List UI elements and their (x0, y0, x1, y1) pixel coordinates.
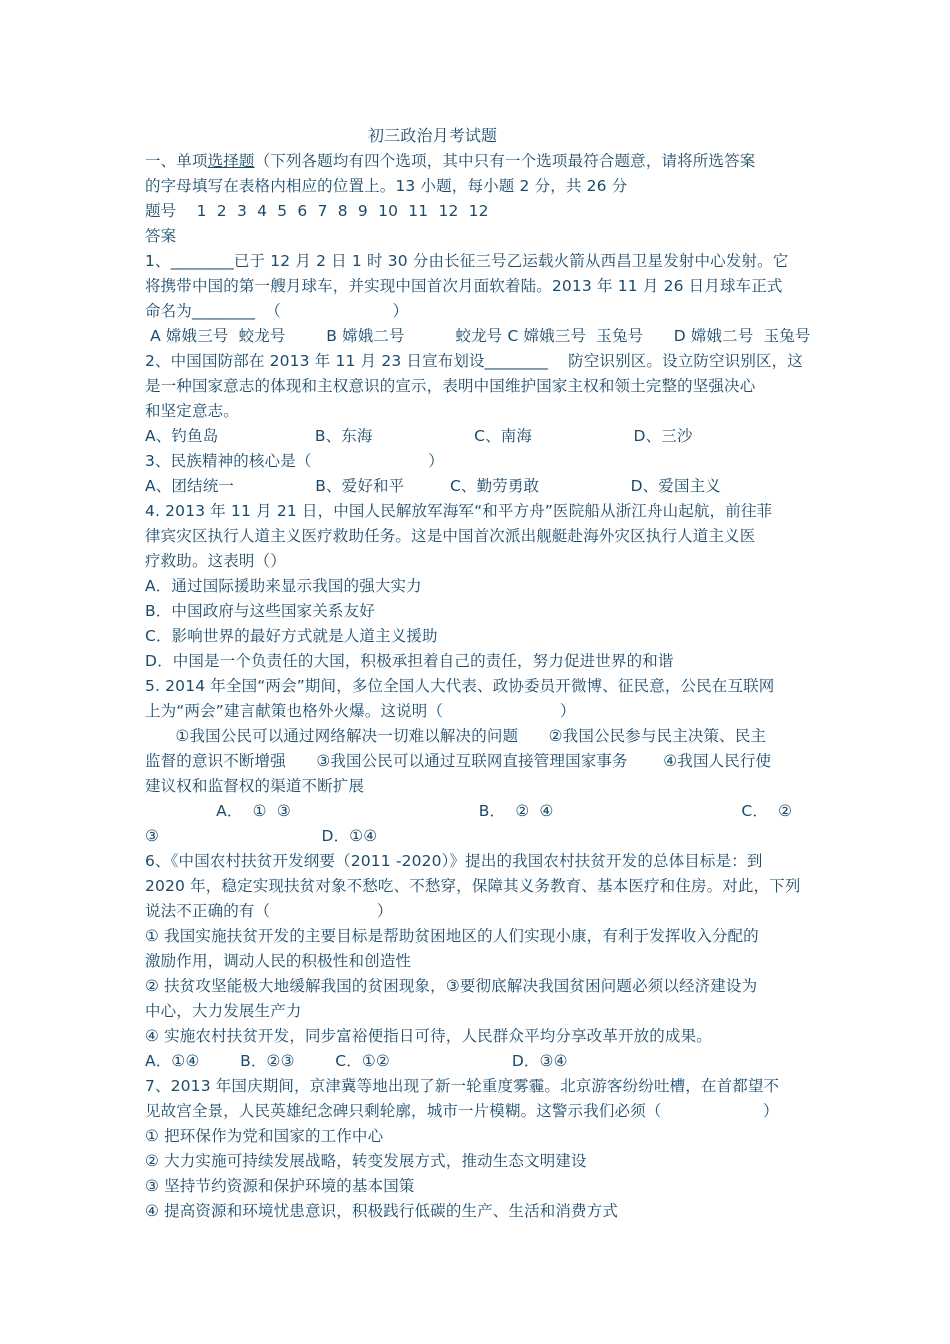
question-3-line1: 3、民族精神的核心是（ ） (145, 452, 444, 470)
question-6-line3: 说法不正确的有（ ） (145, 902, 393, 920)
question-1-line2: 将携带中国的第一艘月球车，并实现中国首次月面软着陆。2013 年 11 月 26 日月球车正式 (145, 277, 783, 295)
question-7-item-3: ③ 坚持节约资源和保护环境的基本国策 (145, 1177, 415, 1195)
page-title: 初三政治月考试题 (368, 126, 498, 145)
question-7-item-1: ① 把环保作为党和国家的工作中心 (145, 1127, 384, 1145)
section-heading (145, 151, 755, 171)
question-5-line1: 5. 2014 年全国“两会”期间，多位全国人大代表、政协委员开微博、征民意，公民在互联网 (145, 677, 775, 695)
question-1-line3: 命名为________ （ ） (145, 302, 409, 320)
question-5-line3: ①我国公民可以通过网络解决一切难以解决的问题 ②我国公民参与民主决策、民主 (145, 727, 767, 745)
question-4-option-b: B．中国政府与这些国家关系友好 (145, 602, 375, 620)
question-5-line4: 监督的意识不断增强 ③我国公民可以通过互联网直接管理国家事务 ④我国人民行使 (145, 752, 772, 770)
question-3-options: A、团结统一 B、爱好和平 C、勤劳勇敢 D、爱国主义 (145, 477, 721, 495)
question-6-line1: 6、《中国农村扶贫开发纲要（2011 -2020）》提出的我国农村扶贫开发的总体目标是：到 (145, 852, 763, 870)
question-2-options: A、钓鱼岛 B、东海 C、南海 D、三沙 (145, 427, 693, 445)
section-prefix: 一、单项 (145, 152, 208, 170)
question-2-line3: 和坚定意志。 (145, 402, 239, 420)
question-5-line2: 上为“两会”建言献策也格外火爆。这说明（ ） (145, 702, 576, 720)
question-4-option-c: C．影响世界的最好方式就是人道主义援助 (145, 627, 438, 645)
question-1-options: A 嫦娥三号 蛟龙号 B 嫦娥二号 蛟龙号 C 嫦娥三号 玉兔号 D 嫦娥二号 玉兔号 (145, 327, 811, 345)
answer-table-header: 题号 1 2 3 4 5 6 7 8 9 10 11 12 12 (145, 202, 489, 220)
question-1-line1: 1、________已于 12 月 2 日 1 时 30 分由长征三号乙运载火箭从西昌卫星发射中心发射。它 (145, 252, 789, 270)
question-6-options: A．①④ B．②③ C．①② D．③④ (145, 1052, 568, 1070)
question-5-options-line1: A． ① ③ B． ② ④ C． ② (145, 802, 793, 820)
question-4-option-a: A．通过国际援助来显示我国的强大实力 (145, 577, 422, 595)
answer-table-row: 答案 (145, 227, 177, 245)
question-6-line8: ④ 实施农村扶贫开发，同步富裕便指日可待，人民群众平均分享改革开放的成果。 (145, 1027, 712, 1045)
question-6-line7: 中心，大力发展生产力 (145, 1002, 302, 1020)
question-7-item-4: ④ 提高资源和环境忧患意识，积极践行低碳的生产、生活和消费方式 (145, 1202, 618, 1220)
question-7-item-2: ② 大力实施可持续发展战略，转变发展方式，推动生态文明建设 (145, 1152, 587, 1170)
question-6-line4: ① 我国实施扶贫开发的主要目标是帮助贫困地区的人们实现小康，有利于发挥收入分配的 (145, 927, 759, 945)
question-4-line1: 4. 2013 年 11 月 21 日，中国人民解放军海军“和平方舟”医院船从浙江舟山起航，前往菲 (145, 502, 773, 520)
question-2-line2: 是一种国家意志的体现和主权意识的宣示，表明中国维护国家主权和领土完整的坚强决心 (145, 377, 756, 395)
question-2-line1: 2、中国国防部在 2013 年 11 月 23 日宣布划设________ 防空识别区。设立防空识别区，这 (145, 352, 803, 370)
question-6-line2: 2020 年，稳定实现扶贫对象不愁吃、不愁穿，保障其义务教育、基本医疗和住房。对此，下列 (145, 877, 801, 895)
section-instructions-line2: 的字母填写在表格内相应的位置上。13 小题，每小题 2 分，共 26 分 (145, 177, 628, 195)
question-7-line2: 见故宫全景，人民英雄纪念碑只剩轮廓，城市一片模糊。这警示我们必须（ ） (145, 1102, 779, 1120)
question-4-option-d: D．中国是一个负责任的大国，积极承担着自己的责任，努力促进世界的和谐 (145, 652, 674, 670)
question-4-line3: 疗救助。这表明（） (145, 552, 286, 570)
question-5-line5: 建议权和监督权的渠道不断扩展 (145, 777, 365, 795)
choice-question-link[interactable]: 选择题 (207, 152, 255, 170)
section-instructions: （下列各题均有四个选项，其中只有一个选项最符合题意，请将所选答案 (254, 152, 756, 170)
question-4-line2: 律宾灾区执行人道主义医疗救助任务。这是中国首次派出舰艇赴海外灾区执行人道主义医 (145, 527, 756, 545)
question-5-options-line2: ③ D．①④ (145, 827, 378, 845)
question-7-line1: 7、2013 年国庆期间，京津冀等地出现了新一轮重度雾霾。北京游客纷纷吐槽，在首都望不 (145, 1077, 780, 1095)
question-6-line6: ② 扶贫攻坚能极大地缓解我国的贫困现象，③要彻底解决我国贫困问题必须以经济建设为 (145, 977, 758, 995)
question-6-line5: 激励作用，调动人民的积极性和创造性 (145, 952, 412, 970)
